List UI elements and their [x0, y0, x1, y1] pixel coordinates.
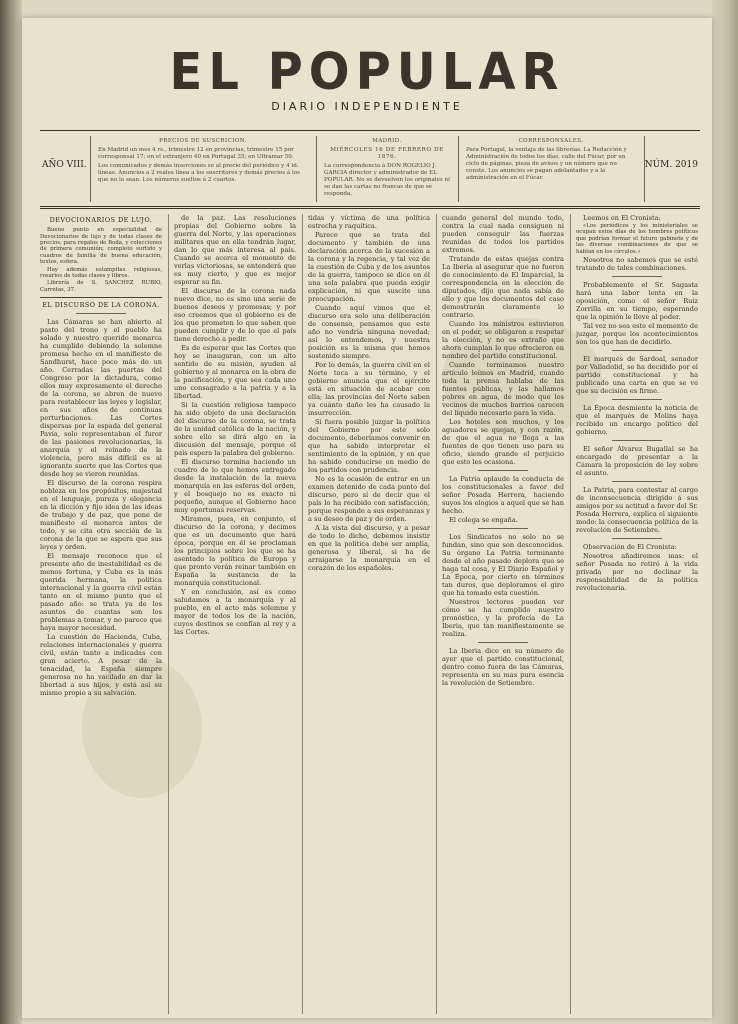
heading-rule: [76, 313, 126, 314]
prices-heading: PRECIOS DE SUSCRICION.: [159, 138, 247, 144]
section-rule: [612, 481, 662, 482]
info-strip: [40, 132, 700, 206]
section-rule: [612, 538, 662, 539]
column-5: [576, 214, 698, 1014]
column-3: [308, 214, 430, 1014]
column-divider: [436, 214, 437, 1014]
prices-text-2: Los comunicados y demás inserciones se al precio del periódico y 4 id. líneas. Anuncios a 2 reales línea a los suscritores y demás precios á los que no lo sean. Los números sueltos á 2 cuartos.: [98, 163, 301, 183]
paragraph: No es la ocasión de entrar en un examen detenido de cada punto del discurso, pero sí de decir que el país lo ha recibido con satisfacción, porque responde a sus esperanzas y a su deseo de paz y de orden.: [308, 475, 430, 523]
column-1: [40, 214, 162, 1014]
strip-bottom-rule: [40, 206, 700, 207]
column-divider: [168, 214, 169, 1014]
ad-heading: DEVOCIONARIOS DE LUJO.: [49, 216, 153, 224]
strip-divider: [458, 136, 459, 202]
paragraph: Las Cámaras se han abierto al pasto del trono y el pueblo ha solado y nuestro querido monarca ha cumplido debiendo la solemne promesa hecho en el manifiesto de Sandhurst, hace poco más de un año. Cerradas las puertas del Congreso por la dictadura, como ellos muy expresamente el derecho de la corona, se abren de nuevo para restablecer las leyes y legislar, en sus años de continuas perturbaciones. Las Cortes dispersas por la espada del general Pavía, solo representaban el furor de las pasiones revolucionarias, la anarquía y el reinado de la violencia, pero más difícil es al ignorante suerte que las Cortes que desde hoy se vieron reunidas.: [40, 318, 162, 479]
newspaper-subtitle: DIARIO INDEPENDIENTE: [271, 100, 463, 113]
prices-text: En Madrid un mes 4 rs., trimestre 12 en provincias, trimestre 15 por corresponsal 17; en el extranjero 40 en Portugal 35; en Ultramar 50.: [98, 147, 294, 160]
paragraph: Cuando los ministros estuvieron en el poder, se obligaron a respetar la elección, y no es extraño que ahora cumplan lo que ofrecieron en nombre del partido constitucional.: [442, 320, 564, 360]
paragraph: El discurso de la corona nada nuevo dice, no es sino una serie de buenos deseos y promesas; y por eso creemos que el gobierno es de los que prometen lo que saben que pueden cumplir y de lo que el país tiene derecho a pedir.: [174, 287, 296, 343]
book-gutter: [0, 0, 22, 1024]
correspondents-text: Para Portugal, la ventaja de las librerías. La Redacción y Administración de todos los días, calle del Fúcar, por un ciclo de páginas, pieza de avisos y un número que no conste. Los anuncios se pagan adelantados y a la administración en el Fúcar.: [466, 147, 627, 181]
paragraph: Leemos en El Cronista:: [583, 214, 661, 222]
correspondents-heading: CORRESPONSALES.: [518, 138, 584, 144]
year-label: AÑO VIII.: [42, 160, 87, 170]
strip-divider: [316, 136, 317, 202]
paragraph: tidas y víctima de una política estrecha y raquítica.: [308, 214, 430, 230]
quoted-paragraph: «Los periódicos y los ministeriales se ocupan estos días de los hombres políticos que podrían formar el futuro gabinete y de las diversas combinaciones de que se hablan en los círculos.»: [576, 223, 698, 255]
paragraph: Si fuera posible juzgar la política del Gobierno por este solo documento, deberíamos convenir en que ha sabido interpretar el sentimiento de la opinión, y en que ha sabido conducirse en medio de los partidos con prudencia.: [308, 418, 430, 474]
article-columns: [40, 214, 700, 1014]
section-rule: [478, 642, 528, 643]
prices-box: [98, 138, 308, 184]
paragraph: La Patria aplaude la conducta de los constitucionales a favor del señor Posada Herrera, haciendo suyos los elogios a aquel que se han hecho.: [442, 475, 564, 515]
paragraph: Parece que se trata del documento y también de una declaración acerca de la sucesión a la corona y la regencia, y tal vez de la cuestión de Cuba y de los asuntos de la guerra, tampoco se dice en él una sola palabra que pueda exigir explicación, ni que suscite una preocupación.: [308, 231, 430, 303]
date-city: MADRID.: [372, 138, 402, 144]
paragraph: El mensaje reconoce que el presente año de inestabilidad es de menos fortuna, y Cuba es la más querida hermana, la política internacional y la guerra civil están tanto en el mismo punto que el pasado año: se trata ya de los asuntos de cuantas son los problemas a tomar, y no parece que haya mayor necesidad.: [40, 552, 162, 633]
paragraph: A la vista del discurso, y a pesar de todo lo dicho, debemos insistir en que la política debe ser amplia, generosa y liberal, si ha de arraigarse la monarquía en el corazón de los españoles.: [308, 524, 430, 572]
page-edges: [712, 0, 738, 1024]
column-4: [442, 214, 564, 1014]
section-rule: [612, 440, 662, 441]
paragraph: Librería de S. SANCHEZ RUBIO, Carretas, 37.: [40, 280, 162, 293]
paragraph: El discurso de la corona respira nobleza en los propósitos, majestad en el lenguaje, pureza y elegancia en la dicción y fijo idea de las ideas de trabajo y de paz, que pone de manifiesto el monarca antes de todo, y se cita otra sección de la corona de la que se espera que sus leyes y orden.: [40, 479, 162, 552]
paragraph: Y en conclusión, así es como saludamos a la monarquía y al pueblo, en el acto más solemne y mayor de todos los de la nación, cuyos destinos se confían al rey y a las Cortes.: [174, 588, 296, 636]
paragraph: La Patria, para contestar al cargo de inconsecuencia dirigido á sus amigos por su actitud a favor del Sr. Posada Herrera, explica el siguiente modo: la consecuencia política de la revolución de Setiembre.: [576, 486, 698, 535]
newspaper-page: [22, 18, 712, 1018]
paragraph: Nosotros añadiremos mas: el señor Posada no retiró á la vida privada por no declinar la responsabilidad de la política revolucionaria.: [576, 552, 698, 593]
top-rule: [40, 130, 700, 131]
correspondents-box: [466, 138, 636, 182]
paragraph: Si la cuestión religiosa tampoco ha sido objeto de una declaración del discurso de la corona, se trata de la unidad católica de la nación, y sobre ello se dirá algo en la discusión del mensaje, porque el país espera la palabra del gobierno.: [174, 401, 296, 457]
paragraph: La Época desmiente la noticia de que el marqués de Molins haya recibido un encargo político del gobierno.: [576, 404, 698, 437]
strip-divider: [90, 136, 91, 202]
paragraph: Bueno punto en especialidad de Devocionarios de lujo y de todas clases de precios, para regalos de Boda, y colecciones de primera comunión; completo surtido y cuadros de familia de buena educación, textos, esfera.: [40, 227, 162, 266]
paragraph: Cuando aquí vimos que el discurso era solo una deliberación de consenso, pensamos que este año no vendría ninguna novedad; así lo entendemos, y nuestra posición es la misma que hemos sostenido siempre.: [308, 304, 430, 360]
paragraph: La Iberia dice en su número de ayer que el partido constitucional, dentro como fuera de las Cámaras, representa en su mas pura esencia la revolución de Setiembre.: [442, 647, 564, 687]
newspaper-title: EL POPULAR: [169, 42, 565, 102]
masthead: [22, 42, 712, 113]
strip-bottom-rule-2: [40, 208, 700, 209]
column-divider: [302, 214, 303, 1014]
column-divider: [570, 214, 571, 1014]
section-rule: [612, 276, 662, 277]
section-rule: [478, 470, 528, 471]
paragraph: Hay además estampitas religiosas, rosarios de todas clases y libros.: [40, 266, 162, 280]
paragraph: cuando general del mundo todo, contra la cual nada consiguen ni pueden conseguir las fuerzas reunidas de todos los partidos extremos.: [442, 214, 564, 254]
paragraph: Tal vez no sea este el momento de juzgar, porque los acontecimientos son los que han de decidirlo.: [576, 322, 698, 347]
paragraph: Miramos, pues, en conjunto, el discurso de la corona, y decimos que es un documento que hará época, porque en él se proclaman los principios sobre los que se ha asentado la política de Europa y que pronto verán reinar también en España la sustancia de la monarquía constitucional.: [174, 515, 296, 587]
paragraph: Probablemente el Sr. Sagasta hará una labor lenta en la oposición, como el señor Ruiz Zorrilla en su tiempo, esperando que la opinión le lleve al poder.: [576, 281, 698, 322]
paragraph: de la paz. Las resoluciones propias del Gobierno sobre la guerra del Norte, y las operaciones militares que en ella tendrán lugar, dan lo que más interesa al país. Cuando se acerca el momento de verlas victoriosas, se entenderá que es muy cierto, y que es mejor esperar su fin.: [174, 214, 296, 286]
paragraph: Cuando terminamos nuestro artículo leímos en Madrid, cuando toda la prensa hablaba de las fuentes públicas, y las hallamos pobres en agua, de modo que los vecinos de muchos barrios carecen del líquido necesario para la vida.: [442, 361, 564, 417]
paragraph: El colega se engaña.: [449, 516, 518, 524]
paragraph: Nosotros no sabemos que se esté tratando de tales combinaciones.: [576, 256, 698, 273]
section-rule: [40, 297, 162, 298]
paragraph: Por lo demás, la guerra civil en el Norte toca a su término, y el gobierno anuncia que el ejército está en situación de acabar con ella; las provincias del Norte saben ya cuánto daño les ha causado la insurrección.: [308, 361, 430, 417]
paragraph: Es de esperar que las Cortes que hoy se inauguran, con un alto sentido de su misión, ayuden al gobierno y al monarca en la obra de la pacificación, y que sea cada uno uno consagrado a la patria y a la libertad.: [174, 344, 296, 400]
section-rule: [612, 399, 662, 400]
date-box: [324, 138, 450, 198]
paragraph: El señor Álvarez Bugallal se ha encargado de presentar a la Cámara la proposición de ley sobre el asunto.: [576, 445, 698, 478]
paragraph: Tratando de estas quejas contra La Iberia al asegurar que no fueron de conocimiento de El Imparcial, la correspondencia en la elección de diputados, dijo que nada sabía de ello y que los documentos del caso demostrarán claramente lo contrario.: [442, 255, 564, 319]
section-rule: [612, 350, 662, 351]
section-rule: [478, 528, 528, 529]
paragraph: Los hoteles son muchos, y los aguadores se quejan, y con razón, de que el agua no llega a las fuentes de que tienen uso para su oficio, siendo grande el perjuicio que esto les ocasiona.: [442, 418, 564, 466]
paragraph: Observación de El Cronista:: [583, 543, 677, 552]
paragraph: La cuestión de Hacienda, Cuba, relaciones internacionales y guerra civil, están tanto a indicadas con gran acierto. A pesar de la tenacidad, la España siempre generosa no ha vacilado en dar la libertad a sus hijos, y está así su mismo propio a su salvación.: [40, 633, 162, 698]
paragraph: Los Sindicatos no solo no se fundan, sino que son desconocidos. Su órgano La Patria terminante desde el año pasado deplora que se haga tal cosa, y El Diario Español y La Época, por cierto en términos tan duros, que deploramos el giro que ha tomado esta cuestión.: [442, 533, 564, 597]
issue-date: MIÉRCOLES 16 DE FEBRERO DE 1876.: [330, 147, 444, 160]
article-heading: EL DISCURSO DE LA CORONA.: [42, 301, 160, 310]
date-text: La correspondencia á DON ROGELIO J. GARCIA director y administrador de EL POPULAR. No se devuelven los originales ni se dan las cartas no francas de que se responda.: [324, 163, 450, 197]
paragraph: El discurso termina haciendo un cuadro de lo que hemos entregado desde la instalación de la nueva monarquía en las esferas del orden, y el bosquejo no es exacto ni pequeño, aunque el Gobierno hace muy oportunas reservas.: [174, 458, 296, 514]
paragraph: El marqués de Sardoal, senador por Valladolid, se ha decidido por el partido constitucional y ha publicado una carta en que se ve que su decisión es firme.: [576, 355, 698, 396]
issue-number: NÚM. 2019: [644, 160, 698, 170]
column-2: [174, 214, 296, 1014]
paragraph: Nuestros lectores pueden ver cómo se ha cumplido nuestro pronóstico, y la profecía de La Iberia, que tan manifiestamente se realiza.: [442, 598, 564, 638]
